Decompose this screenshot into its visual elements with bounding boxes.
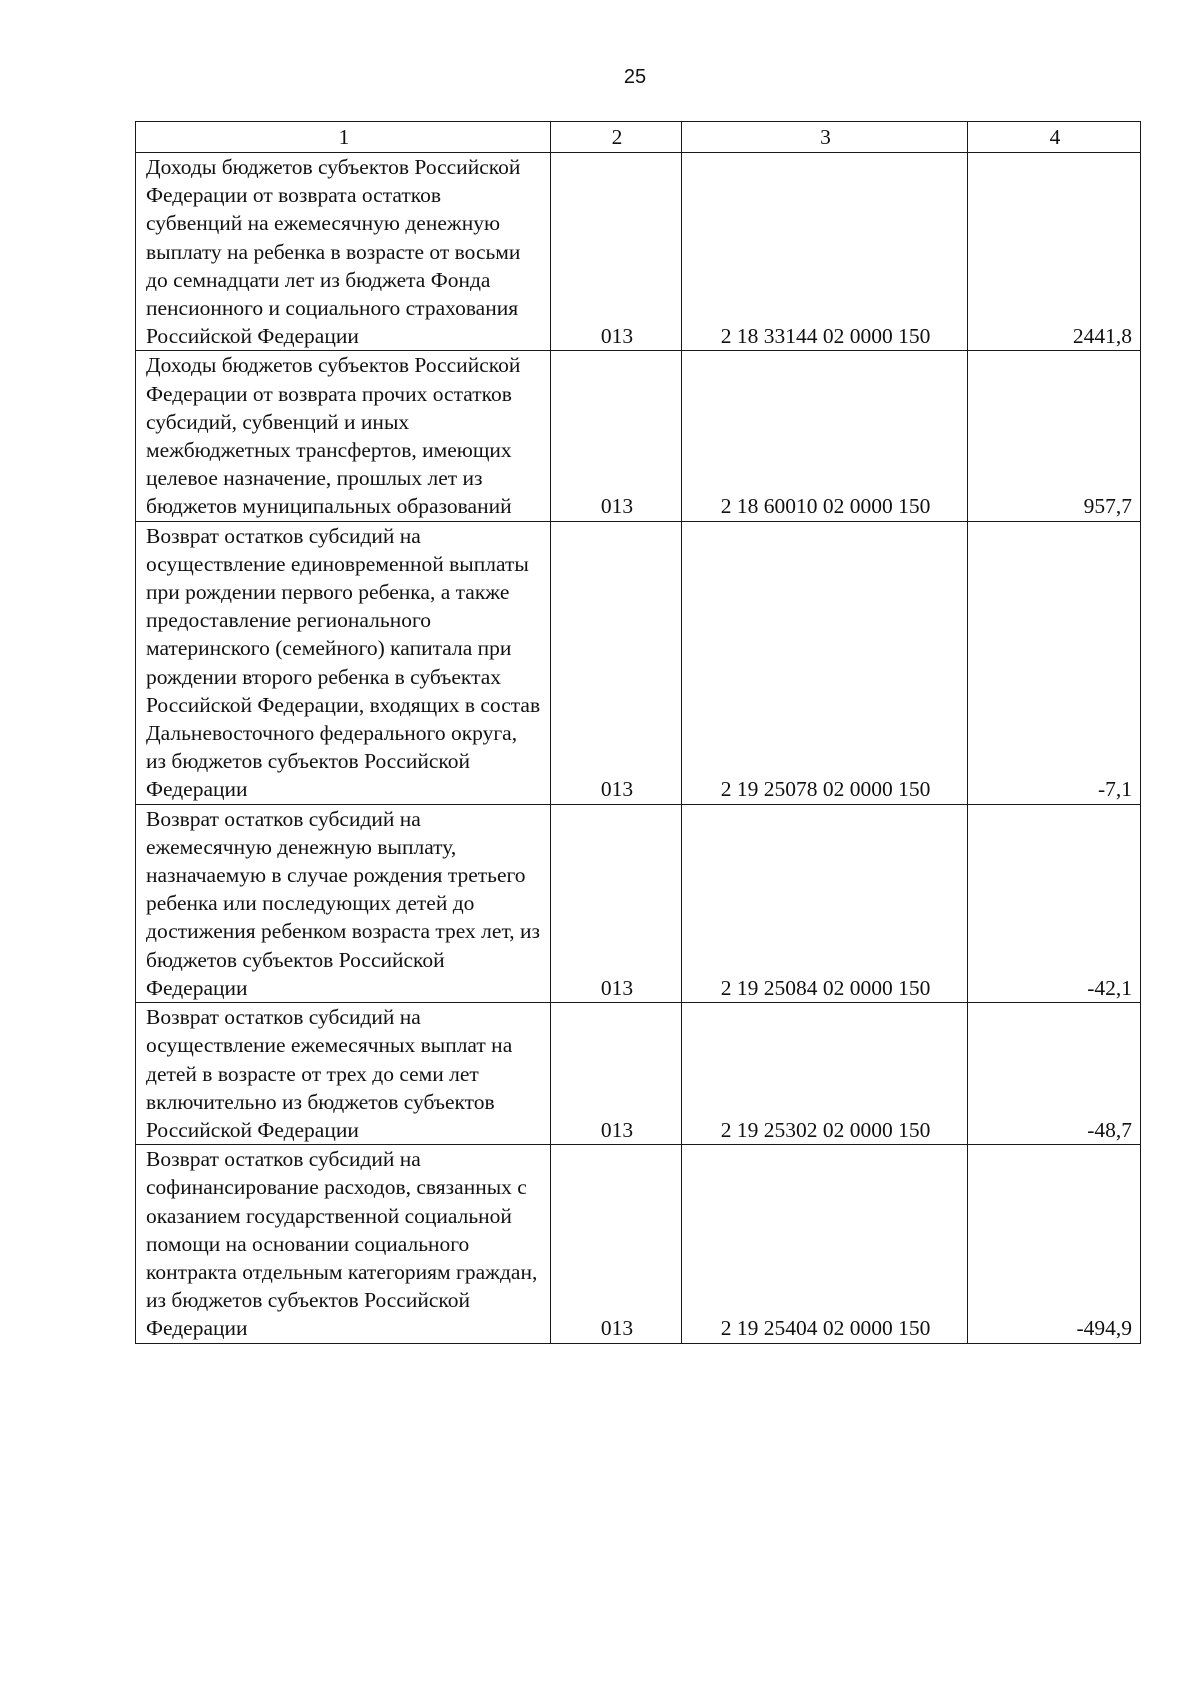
row-admin-code: 013	[551, 1003, 682, 1145]
column-header-2: 2	[551, 122, 682, 153]
row-budget-code: 2 19 25084 02 0000 150	[682, 804, 968, 1002]
table-row	[136, 1003, 1141, 1145]
row-amount: 957,7	[968, 351, 1141, 521]
row-amount: -494,9	[968, 1145, 1141, 1343]
row-amount: -7,1	[968, 521, 1141, 804]
row-admin-code: 013	[551, 804, 682, 1002]
revenue-table	[135, 121, 1141, 1344]
table-row	[136, 1145, 1141, 1343]
row-description: Возврат остатков субсидий на осуществление единовременной выплаты при рождении первого ребенка, а также предоставление регионального материнского (семейного) капитала при рождении второго ребенка в субъектах Российской Федерации, входящих в состав Дальневосточного федерального округа, из бюджетов субъектов Российской Федерации	[136, 521, 551, 804]
table-header-row	[136, 122, 1141, 153]
row-admin-code: 013	[551, 351, 682, 521]
row-admin-code: 013	[551, 153, 682, 351]
row-budget-code: 2 19 25404 02 0000 150	[682, 1145, 968, 1343]
table-row	[136, 153, 1141, 351]
row-budget-code: 2 19 25302 02 0000 150	[682, 1003, 968, 1145]
column-header-4: 4	[968, 122, 1141, 153]
row-amount: 2441,8	[968, 153, 1141, 351]
page-number: 25	[623, 66, 647, 88]
row-description: Доходы бюджетов субъектов Российской Федерации от возврата прочих остатков субсидий, субвенций и иных межбюджетных трансфертов, имеющих целевое назначение, прошлых лет из бюджетов муниципальных образований	[136, 351, 551, 521]
row-description: Возврат остатков субсидий на софинансирование расходов, связанных с оказанием государственной социальной помощи на основании социального контракта отдельным категориям граждан, из бюджетов субъектов Российской Федерации	[136, 1145, 551, 1343]
column-header-1: 1	[136, 122, 551, 153]
table-row	[136, 521, 1141, 804]
row-description: Возврат остатков субсидий на осуществление ежемесячных выплат на детей в возрасте от трех до семи лет включительно из бюджетов субъектов Российской Федерации	[136, 1003, 551, 1145]
row-description: Возврат остатков субсидий на ежемесячную денежную выплату, назначаемую в случае рождения третьего ребенка или последующих детей до достижения ребенком возраста трех лет, из бюджетов субъектов Российской Федерации	[136, 804, 551, 1002]
table-row	[136, 351, 1141, 521]
table-row	[136, 804, 1141, 1002]
row-admin-code: 013	[551, 521, 682, 804]
row-budget-code: 2 18 60010 02 0000 150	[682, 351, 968, 521]
row-admin-code: 013	[551, 1145, 682, 1343]
row-amount: -42,1	[968, 804, 1141, 1002]
row-budget-code: 2 19 25078 02 0000 150	[682, 521, 968, 804]
row-budget-code: 2 18 33144 02 0000 150	[682, 153, 968, 351]
row-amount: -48,7	[968, 1003, 1141, 1145]
row-description: Доходы бюджетов субъектов Российской Федерации от возврата остатков субвенций на ежемесячную денежную выплату на ребенка в возрасте от восьми до семнадцати лет из бюджета Фонда пенсионного и социального страхования Российской Федерации	[136, 153, 551, 351]
column-header-3: 3	[682, 122, 968, 153]
